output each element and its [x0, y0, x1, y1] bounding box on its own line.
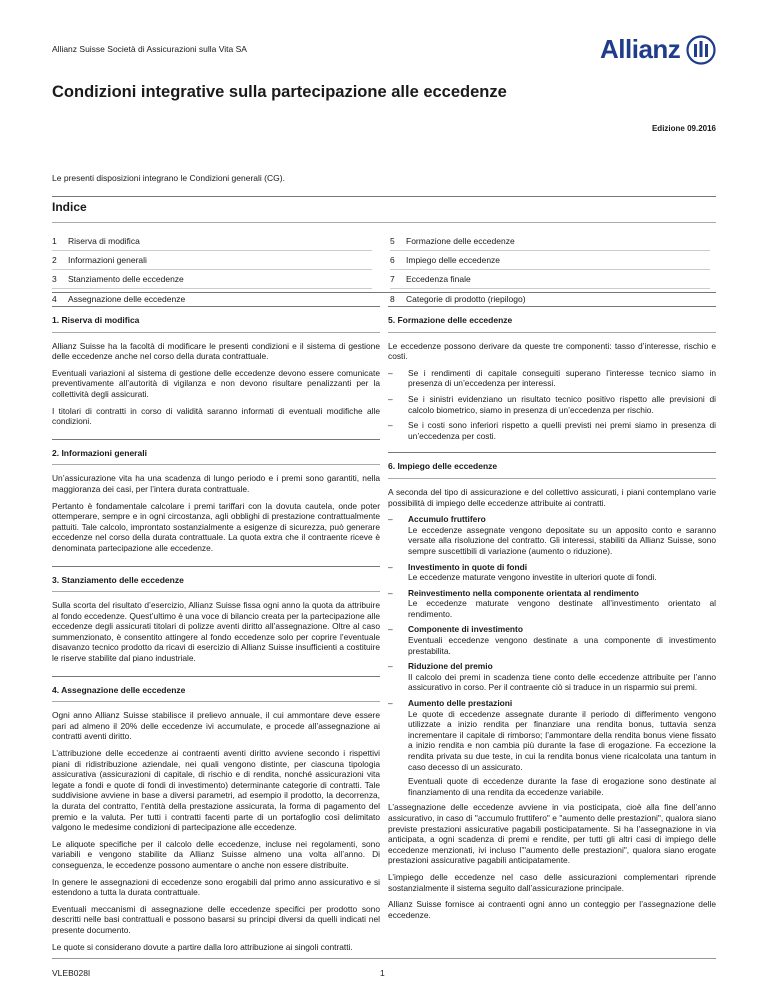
section-6-paragraph: L’impiego delle eccedenze nel caso delle assicurazioni complementari riprende sostanzialmente il sistema seguito dall’assicurazione principale.: [388, 871, 716, 893]
toc-label: Informazioni generali: [68, 255, 147, 265]
dash-marker: –: [388, 624, 393, 635]
toc-label: Stanziamento delle eccedenze: [68, 274, 184, 284]
section-6-paragraph: A seconda del tipo di assicurazione e del collettivo assicurati, i piani contemplano varie possibilità di impiego delle eccedenze attribuite ai contratti.: [388, 486, 716, 508]
section-3-heading: 3. Stanziamento delle eccedenze: [52, 566, 380, 593]
section-4-paragraph: In genere le assegnazioni di eccedenze sono erogabili dal primo anno assicurativo e si estendono a tutta la durata contrattuale.: [52, 876, 380, 898]
toc-number: 8: [390, 293, 395, 304]
allianz-eagle-icon: [686, 35, 716, 65]
list-item-text: Le eccedenze assegnate vengono depositate su un apposito conto e saranno versate alla risoluzione del contratto. Gli interessi, stabiliti da Allianz Suisse, sono sempre suscettibili di variazione (aumento o riduzione).: [408, 524, 716, 556]
list-item: [388, 588, 716, 620]
section-4-heading: 4. Assegnazione delle eccedenze: [52, 676, 380, 703]
section-6-heading: 6. Impiego delle eccedenze: [388, 452, 716, 479]
dash-marker: –: [388, 698, 393, 709]
section-2-heading: 2. Informazioni generali: [52, 439, 380, 466]
section-3-paragraph: Sulla scorta del risultato d’esercizio, Allianz Suisse fissa ogni anno la quota da attribuire al fondo eccedenze. Quest’ultimo è una voce di bilancio creata per la partecipazione alle eccedenze degli assicurati titolari di polizze aventi diritto all’assegnazione. Oltre al caso summenzionato, è consentito attingere al fondo eccedenze solo per coprire l’eventuale disavanzo tecnico prodotto da ricavi di esercizio di Allianz Suisse insufficienti a costituire le riserve stabilite dal piano industriale.: [52, 600, 380, 664]
list-item-heading: Reinvestimento nella componente orientata al rendimento: [408, 587, 639, 598]
list-item: [388, 368, 716, 389]
section-1-paragraph: Allianz Suisse ha la facoltà di modificare le presenti condizioni e il sistema di gestione delle eccedenze anche nel corso della durata contrattuale.: [52, 340, 380, 362]
toc-label: Riserva di modifica: [68, 236, 140, 246]
document-code: VLEB028I: [52, 968, 91, 978]
list-item: [388, 562, 716, 583]
toc-label: Formazione delle eccedenze: [406, 236, 515, 246]
section-1-paragraph: Eventuali variazioni al sistema di gestione delle eccedenze devono essere comunicate preventivamente all’autorità di vigilanza e non devono risultare penalizzanti per la collettività degli assicurati.: [52, 367, 380, 399]
dash-marker: –: [388, 561, 393, 572]
dash-marker: –: [388, 367, 393, 378]
list-item-text: Se i rendimenti di capitale conseguiti superano l’interesse tecnico siamo in presenza di un’eccedenza per interessi.: [408, 367, 716, 389]
list-item: [388, 624, 716, 656]
toc-label: Assegnazione delle eccedenze: [68, 293, 186, 304]
toc-number: 1: [52, 236, 57, 246]
list-item-heading: Riduzione del premio: [408, 661, 493, 672]
section-4-paragraph: Eventuali meccanismi di assegnazione delle eccedenze specifici per prodotto sono descritti nelle basi contrattuali e possono basarsi su principi diversi da quelli indicati nel presente documento.: [52, 903, 380, 935]
section-5-paragraph: Le eccedenze possono derivare da queste tre componenti: tasso d’interesse, rischio e costi.: [388, 340, 716, 362]
dash-marker: –: [388, 514, 393, 525]
section-4-paragraph: Le aliquote specifiche per il calcolo delle eccedenze, incluse nei regolamenti, sono variabili e vengono stabilite da Allianz Suisse almeno una volta all’anno. Di conseguenza, le eccedenze possono aumentare o anche non essere distribuite.: [52, 838, 380, 870]
dash-marker: –: [388, 661, 393, 672]
section-4-paragraph: Ogni anno Allianz Suisse stabilisce il prelievo annuale, il cui ammontare deve essere pari ad almeno il 20% delle eccedenze ivi accumulate, e procede all’assegnazione ai contratti aventi diritto.: [52, 710, 380, 742]
edition-label: Edizione 09.2016: [651, 124, 716, 133]
toc-entry[interactable]: [52, 270, 372, 289]
toc-number: 2: [52, 255, 57, 265]
left-column: [52, 306, 380, 958]
list-item: [388, 394, 716, 415]
logo-wordmark: Allianz: [600, 34, 681, 64]
index-title: Indice: [52, 200, 87, 214]
index-title-rule: [52, 222, 716, 223]
section-1-heading: 1. Riserva di modifica: [52, 306, 380, 333]
list-item-text: Le quote di eccedenze assegnate durante il periodo di differimento vengono utilizzate a inizio rendita per finanziare una rendita bonus, tuttavia senza incrementare il capitale di rimborso; l’ammontare della rendita bonus viene fissato a inizio rendita e non cambia più durante la fase di erogazione. Fa eccezione la rendita privata su due teste, in cui la rendita bonus viene ricalcolata una tantum in caso decesso di un assicurato.: [408, 708, 716, 772]
toc-number: 6: [390, 255, 395, 265]
toc-entry[interactable]: [390, 251, 710, 270]
list-item-text: Eventuali quote di eccedenze durante la fase di erogazione sono destinate al finanziamento di una rendita da eccedenze variabile.: [408, 776, 716, 797]
list-item-heading: Componente di investimento: [408, 624, 523, 635]
list-item-text: Se i sinistri evidenziano un risultato tecnico positivo rispetto alle previsioni di calcolo biometrico, siamo in presenza di un’eccedenza per rischio.: [408, 393, 716, 415]
list-item-text: Le eccedenze maturate vengono investite in ulteriori quote di fondi.: [408, 572, 657, 583]
toc-label: Eccedenza finale: [406, 274, 471, 284]
list-item-text: Le eccedenze maturate vengono destinate all’investimento orientato al rendimento.: [408, 598, 716, 619]
document-title: Condizioni integrative sulla partecipazione alle eccedenze: [52, 83, 507, 101]
index-bottom-rule: [52, 292, 716, 293]
toc-label: Impiego delle eccedenze: [406, 255, 501, 265]
toc-right-column: [390, 232, 710, 308]
section-4-paragraph: L’attribuzione delle eccedenze ai contraenti aventi diritto avviene secondo i rispettivi piani di ridistribuzione aziendale, nei quali vengono distinte, per ciascuna tipologia assicurativa (assicurazioni di capitale, di rischio e di rendita, nonché assicurazioni vita legate a fondi e quote di fondi di investimento) determinante categorie di contratti. Tale suddivisione avviene in base a diversi parametri, ad esempio il prodotto, la decorrenza, la durata del contratto, l’entità della prestazione assicurata, la forma di pagamento del premio e la valuta. Per tutti i contratti facenti parte di un portafoglio così delimitato valgono le medesime condizioni di partecipazione alle eccedenze.: [52, 748, 380, 833]
dash-marker: –: [388, 420, 393, 431]
index-top-rule: [52, 196, 716, 197]
section-2-paragraph: Pertanto è fondamentale calcolare i premi tariffari con la dovuta cautela, onde poter ottemperare, sempre e in ogni circostanza, agli obblighi di prestazione contrattualmente pattuiti. Tale calcolo, improntato sostanzialmente a esigenze di sicurezza, può generare eccedenze nel corso della durata contrattuale. La quota extra che il contraente riceve è denominata partecipazione alle eccedenze.: [52, 500, 380, 553]
toc-entry[interactable]: [52, 251, 372, 270]
toc-number: 5: [390, 236, 395, 246]
dash-marker: –: [388, 393, 393, 404]
allianz-logo: [600, 34, 716, 65]
toc-entry[interactable]: [390, 270, 710, 289]
list-item: [388, 698, 716, 797]
list-item-text: Il calcolo dei premi in scadenza tiene conto delle eccedenze attribuite per l’anno assicurativo in corso. Per il contraente ciò si traduce in un risparmio sui premi.: [408, 671, 716, 693]
section-4-paragraph: Le quote si considerano dovute a partire dalla loro attribuzione ai singoli contratti.: [52, 941, 353, 952]
section-5-heading: 5. Formazione delle eccedenze: [388, 306, 716, 333]
list-item: [388, 661, 716, 693]
section-1-paragraph: I titolari di contratti in corso di validità saranno informati di eventuali modifiche alle condizioni.: [52, 405, 380, 427]
list-item: [388, 420, 716, 441]
list-item-heading: Investimento in quote di fondi: [408, 561, 528, 572]
list-item-heading: Aumento delle prestazioni: [408, 698, 513, 709]
toc-number: 4: [52, 293, 57, 304]
page-number: 1: [380, 968, 385, 978]
toc-number: 7: [390, 274, 395, 284]
right-column: [388, 306, 716, 926]
footer-rule: [52, 958, 716, 959]
dash-marker: –: [388, 587, 393, 598]
list-item-text: Eventuali eccedenze vengono destinate a una componente di investimento prestabilita.: [408, 635, 716, 656]
toc-number: 3: [52, 274, 57, 284]
intro-text: Le presenti disposizioni integrano le Condizioni generali (CG).: [52, 173, 285, 183]
list-item-text: Se i costi sono inferiori rispetto a quelli previsti nei premi siamo in presenza di un’eccedenza per costi.: [408, 420, 716, 441]
toc-entry[interactable]: [390, 232, 710, 251]
toc-entry[interactable]: [52, 232, 372, 251]
section-2-paragraph: Un’assicurazione vita ha una scadenza di lungo periodo e i premi sono garantiti, nella maggioranza dei casi, per l’intera durata contrattuale.: [52, 473, 380, 494]
list-item: [388, 514, 716, 556]
list-item-heading: Accumulo fruttifero: [408, 514, 486, 525]
section-6-paragraph: L’assegnazione delle eccedenze avviene in via posticipata, cioè alla fine dell’anno assicurativo, in caso di "accumulo fruttifero" e "aumento delle prestazioni", qualora siano previste prestazioni assicurative pagabili posticipatamente. Si ha l’assegnazione in via anticipata, a ogni scadenza di premi e rendite, per tutti gli altri casi di impiego delle eccedenze menzionati, ivi incluso l’"aumento delle prestazioni", qualora siano erogate prestazioni assicurative pagabili anticipatamente.: [388, 802, 716, 866]
toc-label: Categorie di prodotto (riepilogo): [406, 293, 526, 304]
section-6-paragraph: Allianz Suisse fornisce ai contraenti ogni anno un conteggio per l’assegnazione delle eccedenze.: [388, 899, 716, 920]
company-name: Allianz Suisse Società di Assicurazioni sulla Vita SA: [52, 44, 247, 54]
toc-left-column: [52, 232, 372, 308]
